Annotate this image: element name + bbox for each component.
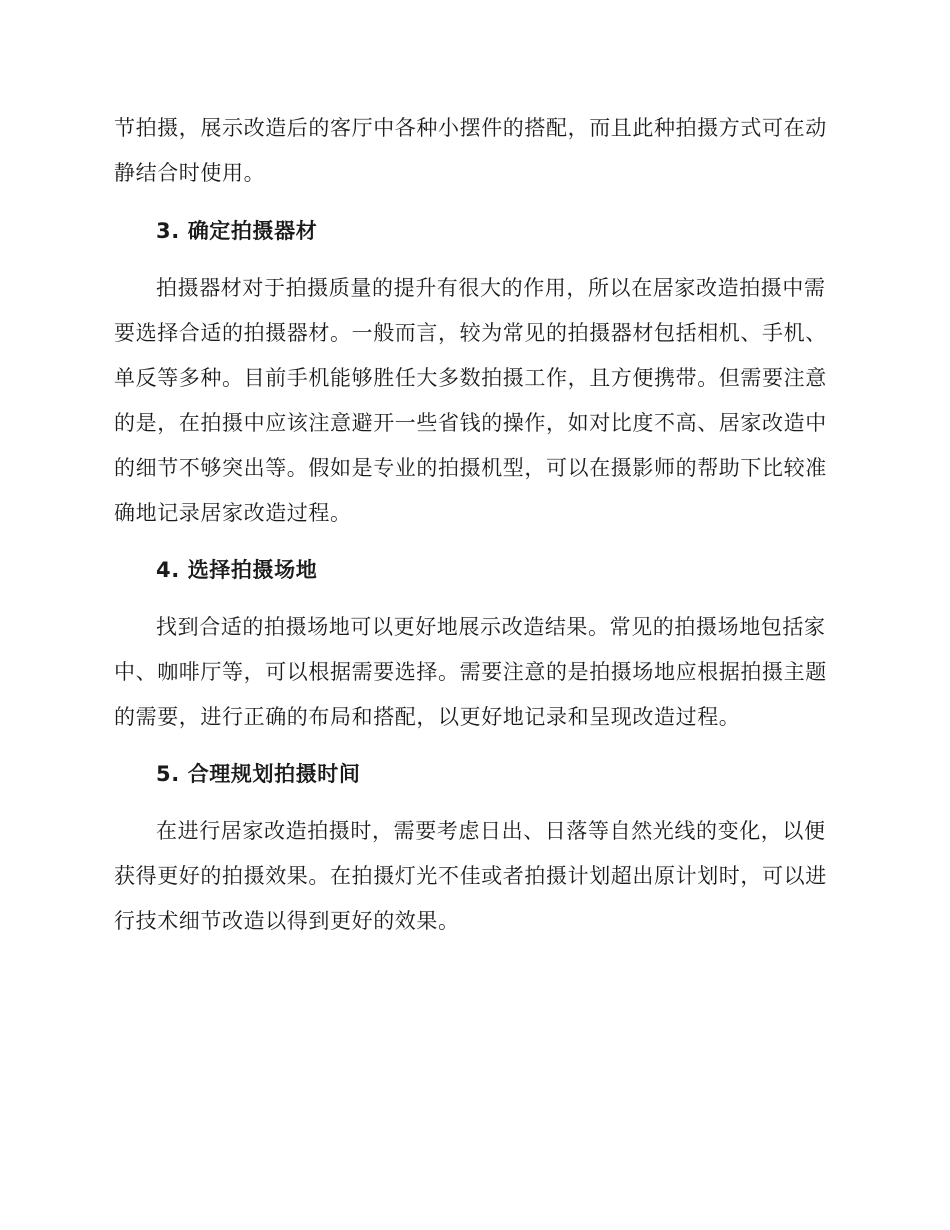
paragraph-line: 找到合适的拍摄场地可以更好地展示改造结果。常见的拍摄场地包括家	[156, 615, 826, 639]
paragraph-line: 拍摄器材对于拍摄质量的提升有很大的作用，所以在居家改造拍摄中需	[156, 276, 826, 300]
paragraph-line: 的需要，进行正确的布局和搭配，以更好地记录和呈现改造过程。	[114, 705, 741, 729]
paragraph-line: 行技术细节改造以得到更好的效果。	[114, 909, 460, 933]
section-heading: 4. 选择拍摄场地	[156, 558, 318, 582]
paragraph-line: 中、咖啡厅等，可以根据需要选择。需要注意的是拍摄场地应根据拍摄主题	[114, 660, 827, 684]
section-heading: 3. 确定拍摄器材	[156, 219, 318, 243]
section-heading: 5. 合理规划拍摄时间	[156, 762, 361, 786]
paragraph-line: 静结合时使用。	[114, 161, 266, 185]
paragraph-line: 获得更好的拍摄效果。在拍摄灯光不佳或者拍摄计划超出原计划时，可以进	[114, 864, 827, 888]
paragraph-line: 确地记录居家改造过程。	[114, 501, 352, 525]
paragraph-line: 的细节不够突出等。假如是专业的拍摄机型，可以在摄影师的帮助下比较准	[114, 456, 827, 480]
paragraph-line: 在进行居家改造拍摄时，需要考虑日出、日落等自然光线的变化，以便	[156, 819, 826, 843]
paragraph-line: 要选择合适的拍摄器材。一般而言，较为常见的拍摄器材包括相机、手机、	[114, 321, 827, 345]
paragraph-line: 的是，在拍摄中应该注意避开一些省钱的操作，如对比度不高、居家改造中	[114, 411, 827, 435]
paragraph-line: 单反等多种。目前手机能够胜任大多数拍摄工作，且方便携带。但需要注意	[114, 366, 827, 390]
paragraph-line: 节拍摄，展示改造后的客厅中各种小摆件的搭配，而且此种拍摄方式可在动	[114, 116, 827, 140]
